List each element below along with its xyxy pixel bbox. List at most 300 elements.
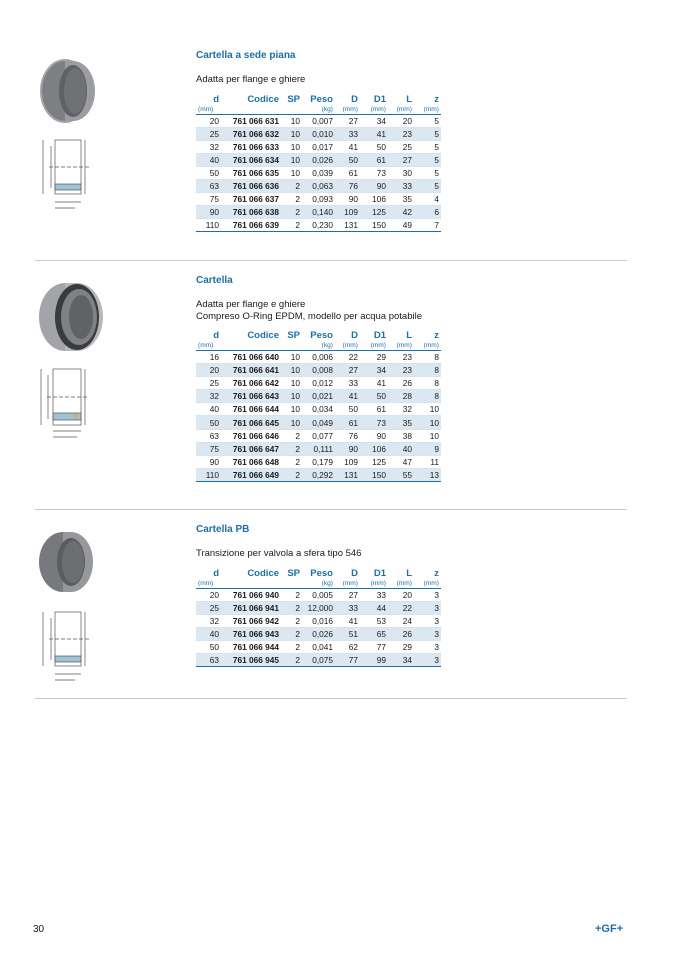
cell-peso: 0,179 xyxy=(302,455,335,468)
cell-L: 26 xyxy=(388,377,414,390)
unit-peso: (kg) xyxy=(302,579,335,589)
section-description: Transizione per valvola a sfera tipo 546 xyxy=(196,548,362,559)
table-row xyxy=(196,206,441,219)
table-row xyxy=(196,442,441,455)
cell-z: 4 xyxy=(414,193,441,206)
col-header-z: z xyxy=(434,567,439,579)
cell-D1: 41 xyxy=(360,127,388,140)
cell-z: 5 xyxy=(414,153,441,166)
cell-D1: 50 xyxy=(360,140,388,153)
cell-d: 20 xyxy=(196,114,221,127)
cell-D: 131 xyxy=(335,468,360,481)
cell-z: 8 xyxy=(414,390,441,403)
cell-D1: 65 xyxy=(360,627,388,640)
cell-D1: 106 xyxy=(360,193,388,206)
cell-D: 27 xyxy=(335,364,360,377)
cell-d: 63 xyxy=(196,429,221,442)
cell-sp: 2 xyxy=(281,653,302,666)
spec-table xyxy=(196,330,441,482)
cell-sp: 10 xyxy=(281,114,302,127)
cell-z: 10 xyxy=(414,416,441,429)
cell-peso: 0,230 xyxy=(302,219,335,232)
cell-D1: 50 xyxy=(360,390,388,403)
cell-peso: 0,008 xyxy=(302,364,335,377)
cell-D: 27 xyxy=(335,588,360,601)
cell-d: 25 xyxy=(196,601,221,614)
cell-codice: 761 066 641 xyxy=(221,364,281,377)
cell-codice: 761 066 633 xyxy=(221,140,281,153)
cell-d: 32 xyxy=(196,390,221,403)
cell-sp: 2 xyxy=(281,640,302,653)
unit-sp xyxy=(281,579,302,589)
product-photo xyxy=(35,278,105,356)
section-divider xyxy=(35,698,627,699)
cell-L: 20 xyxy=(388,588,414,601)
cell-L: 23 xyxy=(388,127,414,140)
cell-sp: 10 xyxy=(281,377,302,390)
cell-L: 38 xyxy=(388,429,414,442)
unit-D1: (mm) xyxy=(360,579,388,589)
cell-D1: 61 xyxy=(360,153,388,166)
cell-L: 23 xyxy=(388,364,414,377)
cell-L: 49 xyxy=(388,219,414,232)
cell-peso: 0,017 xyxy=(302,140,335,153)
cell-D: 61 xyxy=(335,166,360,179)
cell-D1: 29 xyxy=(360,351,388,364)
cell-codice: 761 066 649 xyxy=(221,468,281,481)
cell-D: 51 xyxy=(335,627,360,640)
cell-z: 10 xyxy=(414,429,441,442)
unit-D: (mm) xyxy=(335,341,360,351)
col-header-D1: D1 xyxy=(373,330,386,341)
cell-L: 35 xyxy=(388,416,414,429)
cell-D: 33 xyxy=(335,601,360,614)
cell-z: 8 xyxy=(414,364,441,377)
cell-sp: 2 xyxy=(281,468,302,481)
cell-codice: 761 066 639 xyxy=(221,219,281,232)
cell-codice: 761 066 636 xyxy=(221,179,281,192)
cell-sp: 2 xyxy=(281,627,302,640)
cell-L: 32 xyxy=(388,403,414,416)
cell-D1: 90 xyxy=(360,179,388,192)
table-row xyxy=(196,377,441,390)
cell-d: 50 xyxy=(196,166,221,179)
cell-codice: 761 066 631 xyxy=(221,114,281,127)
unit-L: (mm) xyxy=(388,579,414,589)
cell-z: 3 xyxy=(414,614,441,627)
cell-sp: 10 xyxy=(281,351,302,364)
cell-z: 13 xyxy=(414,468,441,481)
cell-sp: 2 xyxy=(281,614,302,627)
cell-peso: 0,292 xyxy=(302,468,335,481)
unit-z: (mm) xyxy=(414,105,441,115)
cell-D1: 41 xyxy=(360,377,388,390)
table-row xyxy=(196,153,441,166)
cell-D: 22 xyxy=(335,351,360,364)
unit-sp xyxy=(281,341,302,351)
cell-d: 50 xyxy=(196,640,221,653)
table-row xyxy=(196,219,441,232)
cell-D: 41 xyxy=(335,614,360,627)
cell-peso: 0,021 xyxy=(302,390,335,403)
col-header-D: D xyxy=(351,93,358,105)
cell-codice: 761 066 647 xyxy=(221,442,281,455)
cell-D1: 33 xyxy=(360,588,388,601)
cell-sp: 2 xyxy=(281,588,302,601)
cell-D: 90 xyxy=(335,442,360,455)
cell-L: 22 xyxy=(388,601,414,614)
table-row xyxy=(196,403,441,416)
cell-d: 40 xyxy=(196,403,221,416)
cell-L: 35 xyxy=(388,193,414,206)
col-header-sp: SP xyxy=(287,567,300,579)
cell-d: 110 xyxy=(196,219,221,232)
section-title: Cartella xyxy=(196,275,233,286)
cell-L: 24 xyxy=(388,614,414,627)
cell-D: 109 xyxy=(335,455,360,468)
col-header-sp: SP xyxy=(287,330,300,341)
col-header-codice: Codice xyxy=(247,567,279,579)
spec-table xyxy=(196,94,441,233)
cell-sp: 10 xyxy=(281,127,302,140)
table-row xyxy=(196,601,441,614)
cell-sp: 10 xyxy=(281,390,302,403)
cell-peso: 0,026 xyxy=(302,627,335,640)
unit-peso: (kg) xyxy=(302,341,335,351)
cell-D1: 61 xyxy=(360,403,388,416)
cell-D: 41 xyxy=(335,390,360,403)
cell-z: 9 xyxy=(414,442,441,455)
unit-codice xyxy=(221,105,281,115)
cell-L: 28 xyxy=(388,390,414,403)
cell-D1: 77 xyxy=(360,640,388,653)
table-row xyxy=(196,193,441,206)
cell-peso: 0,016 xyxy=(302,614,335,627)
col-header-codice: Codice xyxy=(247,93,279,105)
cell-L: 40 xyxy=(388,442,414,455)
cell-sp: 2 xyxy=(281,442,302,455)
cell-peso: 0,034 xyxy=(302,403,335,416)
section-title: Cartella a sede piana xyxy=(196,50,296,61)
unit-codice xyxy=(221,579,281,589)
cell-d: 50 xyxy=(196,416,221,429)
cell-D1: 99 xyxy=(360,653,388,666)
unit-D: (mm) xyxy=(335,105,360,115)
unit-z: (mm) xyxy=(414,579,441,589)
col-header-peso: Peso xyxy=(310,567,333,579)
cell-D1: 34 xyxy=(360,114,388,127)
cell-z: 3 xyxy=(414,601,441,614)
unit-D1: (mm) xyxy=(360,341,388,351)
cell-codice: 761 066 945 xyxy=(221,653,281,666)
cell-sp: 2 xyxy=(281,179,302,192)
col-header-z: z xyxy=(434,93,439,105)
col-header-D1: D1 xyxy=(373,93,386,105)
cell-d: 110 xyxy=(196,468,221,481)
cell-z: 3 xyxy=(414,627,441,640)
unit-d: (mm) xyxy=(196,579,221,589)
cell-codice: 761 066 941 xyxy=(221,601,281,614)
cell-L: 34 xyxy=(388,653,414,666)
unit-L: (mm) xyxy=(388,341,414,351)
cell-sp: 10 xyxy=(281,416,302,429)
col-header-peso: Peso xyxy=(310,330,333,341)
cell-d: 25 xyxy=(196,127,221,140)
table-body xyxy=(196,351,441,482)
cell-sp: 10 xyxy=(281,166,302,179)
cell-L: 20 xyxy=(388,114,414,127)
table-row xyxy=(196,127,441,140)
technical-drawing xyxy=(35,132,95,212)
cell-D1: 125 xyxy=(360,455,388,468)
col-header-peso: Peso xyxy=(310,93,333,105)
cell-sp: 2 xyxy=(281,601,302,614)
col-header-L: L xyxy=(406,93,412,105)
table-row xyxy=(196,166,441,179)
cell-codice: 761 066 646 xyxy=(221,429,281,442)
cell-L: 26 xyxy=(388,627,414,640)
cell-d: 40 xyxy=(196,153,221,166)
col-header-codice: Codice xyxy=(247,330,279,341)
cell-z: 5 xyxy=(414,140,441,153)
cell-sp: 2 xyxy=(281,455,302,468)
product-photo xyxy=(35,55,95,125)
cell-z: 11 xyxy=(414,455,441,468)
cell-D: 90 xyxy=(335,193,360,206)
table-body xyxy=(196,588,441,667)
cell-D: 76 xyxy=(335,179,360,192)
cell-D: 76 xyxy=(335,429,360,442)
cell-D: 131 xyxy=(335,219,360,232)
cell-peso: 0,093 xyxy=(302,193,335,206)
cell-d: 20 xyxy=(196,588,221,601)
cell-D1: 73 xyxy=(360,416,388,429)
cell-peso: 0,063 xyxy=(302,179,335,192)
unit-peso: (kg) xyxy=(302,105,335,115)
spec-table xyxy=(196,568,441,668)
cell-L: 27 xyxy=(388,153,414,166)
cell-d: 40 xyxy=(196,627,221,640)
table-row xyxy=(196,653,441,666)
section-content xyxy=(196,524,441,667)
cell-sp: 2 xyxy=(281,193,302,206)
cell-codice: 761 066 635 xyxy=(221,166,281,179)
cell-D: 50 xyxy=(335,403,360,416)
cell-codice: 761 066 942 xyxy=(221,614,281,627)
cell-z: 10 xyxy=(414,403,441,416)
table-row xyxy=(196,588,441,601)
cell-z: 3 xyxy=(414,640,441,653)
cell-d: 63 xyxy=(196,179,221,192)
cell-sp: 10 xyxy=(281,403,302,416)
table-row xyxy=(196,455,441,468)
cell-peso: 0,077 xyxy=(302,429,335,442)
cell-d: 32 xyxy=(196,140,221,153)
unit-d: (mm) xyxy=(196,105,221,115)
product-photo xyxy=(35,527,95,597)
cell-D: 41 xyxy=(335,140,360,153)
cell-d: 90 xyxy=(196,455,221,468)
cell-z: 8 xyxy=(414,351,441,364)
table-row xyxy=(196,627,441,640)
technical-drawing xyxy=(35,363,95,443)
cell-peso: 0,007 xyxy=(302,114,335,127)
table-row xyxy=(196,416,441,429)
cell-codice: 761 066 640 xyxy=(221,351,281,364)
cell-sp: 2 xyxy=(281,219,302,232)
cell-z: 8 xyxy=(414,377,441,390)
cell-peso: 0,140 xyxy=(302,206,335,219)
cell-codice: 761 066 644 xyxy=(221,403,281,416)
cell-L: 47 xyxy=(388,455,414,468)
cell-D: 50 xyxy=(335,153,360,166)
cell-sp: 2 xyxy=(281,206,302,219)
cell-codice: 761 066 944 xyxy=(221,640,281,653)
cell-D: 33 xyxy=(335,377,360,390)
table-row xyxy=(196,179,441,192)
cell-peso: 0,049 xyxy=(302,416,335,429)
unit-codice xyxy=(221,341,281,351)
cell-peso: 0,012 xyxy=(302,377,335,390)
cell-D: 109 xyxy=(335,206,360,219)
cell-z: 6 xyxy=(414,206,441,219)
gf-logo: +GF+ xyxy=(595,923,624,935)
col-header-D: D xyxy=(351,330,358,341)
cell-sp: 10 xyxy=(281,364,302,377)
product-section-3 xyxy=(35,524,627,694)
cell-codice: 761 066 634 xyxy=(221,153,281,166)
cell-peso: 0,111 xyxy=(302,442,335,455)
cell-codice: 761 066 940 xyxy=(221,588,281,601)
cell-peso: 0,006 xyxy=(302,351,335,364)
cell-d: 20 xyxy=(196,364,221,377)
cell-D1: 150 xyxy=(360,468,388,481)
table-body xyxy=(196,114,441,232)
cell-D1: 44 xyxy=(360,601,388,614)
technical-drawing xyxy=(35,604,95,684)
cell-D1: 90 xyxy=(360,429,388,442)
section-divider xyxy=(35,509,627,510)
cell-L: 29 xyxy=(388,640,414,653)
cell-codice: 761 066 643 xyxy=(221,390,281,403)
table-row xyxy=(196,468,441,481)
cell-z: 5 xyxy=(414,114,441,127)
cell-peso: 0,075 xyxy=(302,653,335,666)
cell-D: 27 xyxy=(335,114,360,127)
unit-z: (mm) xyxy=(414,341,441,351)
cell-L: 23 xyxy=(388,351,414,364)
product-section-1 xyxy=(35,50,627,250)
unit-d: (mm) xyxy=(196,341,221,351)
cell-D1: 150 xyxy=(360,219,388,232)
cell-d: 75 xyxy=(196,442,221,455)
cell-L: 42 xyxy=(388,206,414,219)
cell-D1: 34 xyxy=(360,364,388,377)
section-description: Adatta per flange e ghiere xyxy=(196,74,306,85)
cell-D: 33 xyxy=(335,127,360,140)
table-row xyxy=(196,351,441,364)
cell-z: 5 xyxy=(414,166,441,179)
col-header-sp: SP xyxy=(287,93,300,105)
section-description-line-1: Adatta per flange e ghiere xyxy=(196,299,306,310)
col-header-d: d xyxy=(213,567,219,579)
section-content xyxy=(196,275,441,482)
cell-D: 77 xyxy=(335,653,360,666)
unit-L: (mm) xyxy=(388,105,414,115)
cell-codice: 761 066 648 xyxy=(221,455,281,468)
cell-D1: 125 xyxy=(360,206,388,219)
cell-codice: 761 066 645 xyxy=(221,416,281,429)
cell-D1: 106 xyxy=(360,442,388,455)
section-title: Cartella PB xyxy=(196,524,250,535)
unit-D: (mm) xyxy=(335,579,360,589)
cell-d: 90 xyxy=(196,206,221,219)
unit-D1: (mm) xyxy=(360,105,388,115)
table-row xyxy=(196,114,441,127)
col-header-L: L xyxy=(406,567,412,579)
cell-z: 5 xyxy=(414,179,441,192)
unit-sp xyxy=(281,105,302,115)
col-header-L: L xyxy=(406,330,412,341)
cell-sp: 10 xyxy=(281,153,302,166)
cell-d: 63 xyxy=(196,653,221,666)
cell-z: 3 xyxy=(414,653,441,666)
cell-L: 25 xyxy=(388,140,414,153)
cell-peso: 12,000 xyxy=(302,601,335,614)
section-divider xyxy=(35,260,627,261)
table-row xyxy=(196,140,441,153)
col-header-d: d xyxy=(213,93,219,105)
cell-L: 55 xyxy=(388,468,414,481)
cell-D1: 73 xyxy=(360,166,388,179)
cell-peso: 0,041 xyxy=(302,640,335,653)
cell-codice: 761 066 638 xyxy=(221,206,281,219)
cell-D: 62 xyxy=(335,640,360,653)
cell-peso: 0,005 xyxy=(302,588,335,601)
table-row xyxy=(196,614,441,627)
cell-codice: 761 066 632 xyxy=(221,127,281,140)
product-section-2 xyxy=(35,275,627,495)
cell-L: 33 xyxy=(388,179,414,192)
table-row xyxy=(196,429,441,442)
table-row xyxy=(196,390,441,403)
cell-d: 75 xyxy=(196,193,221,206)
cell-sp: 2 xyxy=(281,429,302,442)
section-description-line-2: Compreso O-Ring EPDM, modello per acqua potabile xyxy=(196,310,422,322)
cell-d: 16 xyxy=(196,351,221,364)
cell-codice: 761 066 637 xyxy=(221,193,281,206)
col-header-D: D xyxy=(351,567,358,579)
section-content xyxy=(196,50,441,232)
cell-D1: 53 xyxy=(360,614,388,627)
col-header-d: d xyxy=(213,330,219,341)
cell-d: 32 xyxy=(196,614,221,627)
table-row xyxy=(196,364,441,377)
cell-codice: 761 066 943 xyxy=(221,627,281,640)
page-number: 30 xyxy=(33,924,45,935)
cell-D: 61 xyxy=(335,416,360,429)
cell-sp: 10 xyxy=(281,140,302,153)
cell-codice: 761 066 642 xyxy=(221,377,281,390)
col-header-D1: D1 xyxy=(373,567,386,579)
cell-peso: 0,010 xyxy=(302,127,335,140)
cell-d: 25 xyxy=(196,377,221,390)
table-row xyxy=(196,640,441,653)
cell-L: 30 xyxy=(388,166,414,179)
cell-z: 3 xyxy=(414,588,441,601)
cell-peso: 0,026 xyxy=(302,153,335,166)
col-header-z: z xyxy=(434,330,439,341)
